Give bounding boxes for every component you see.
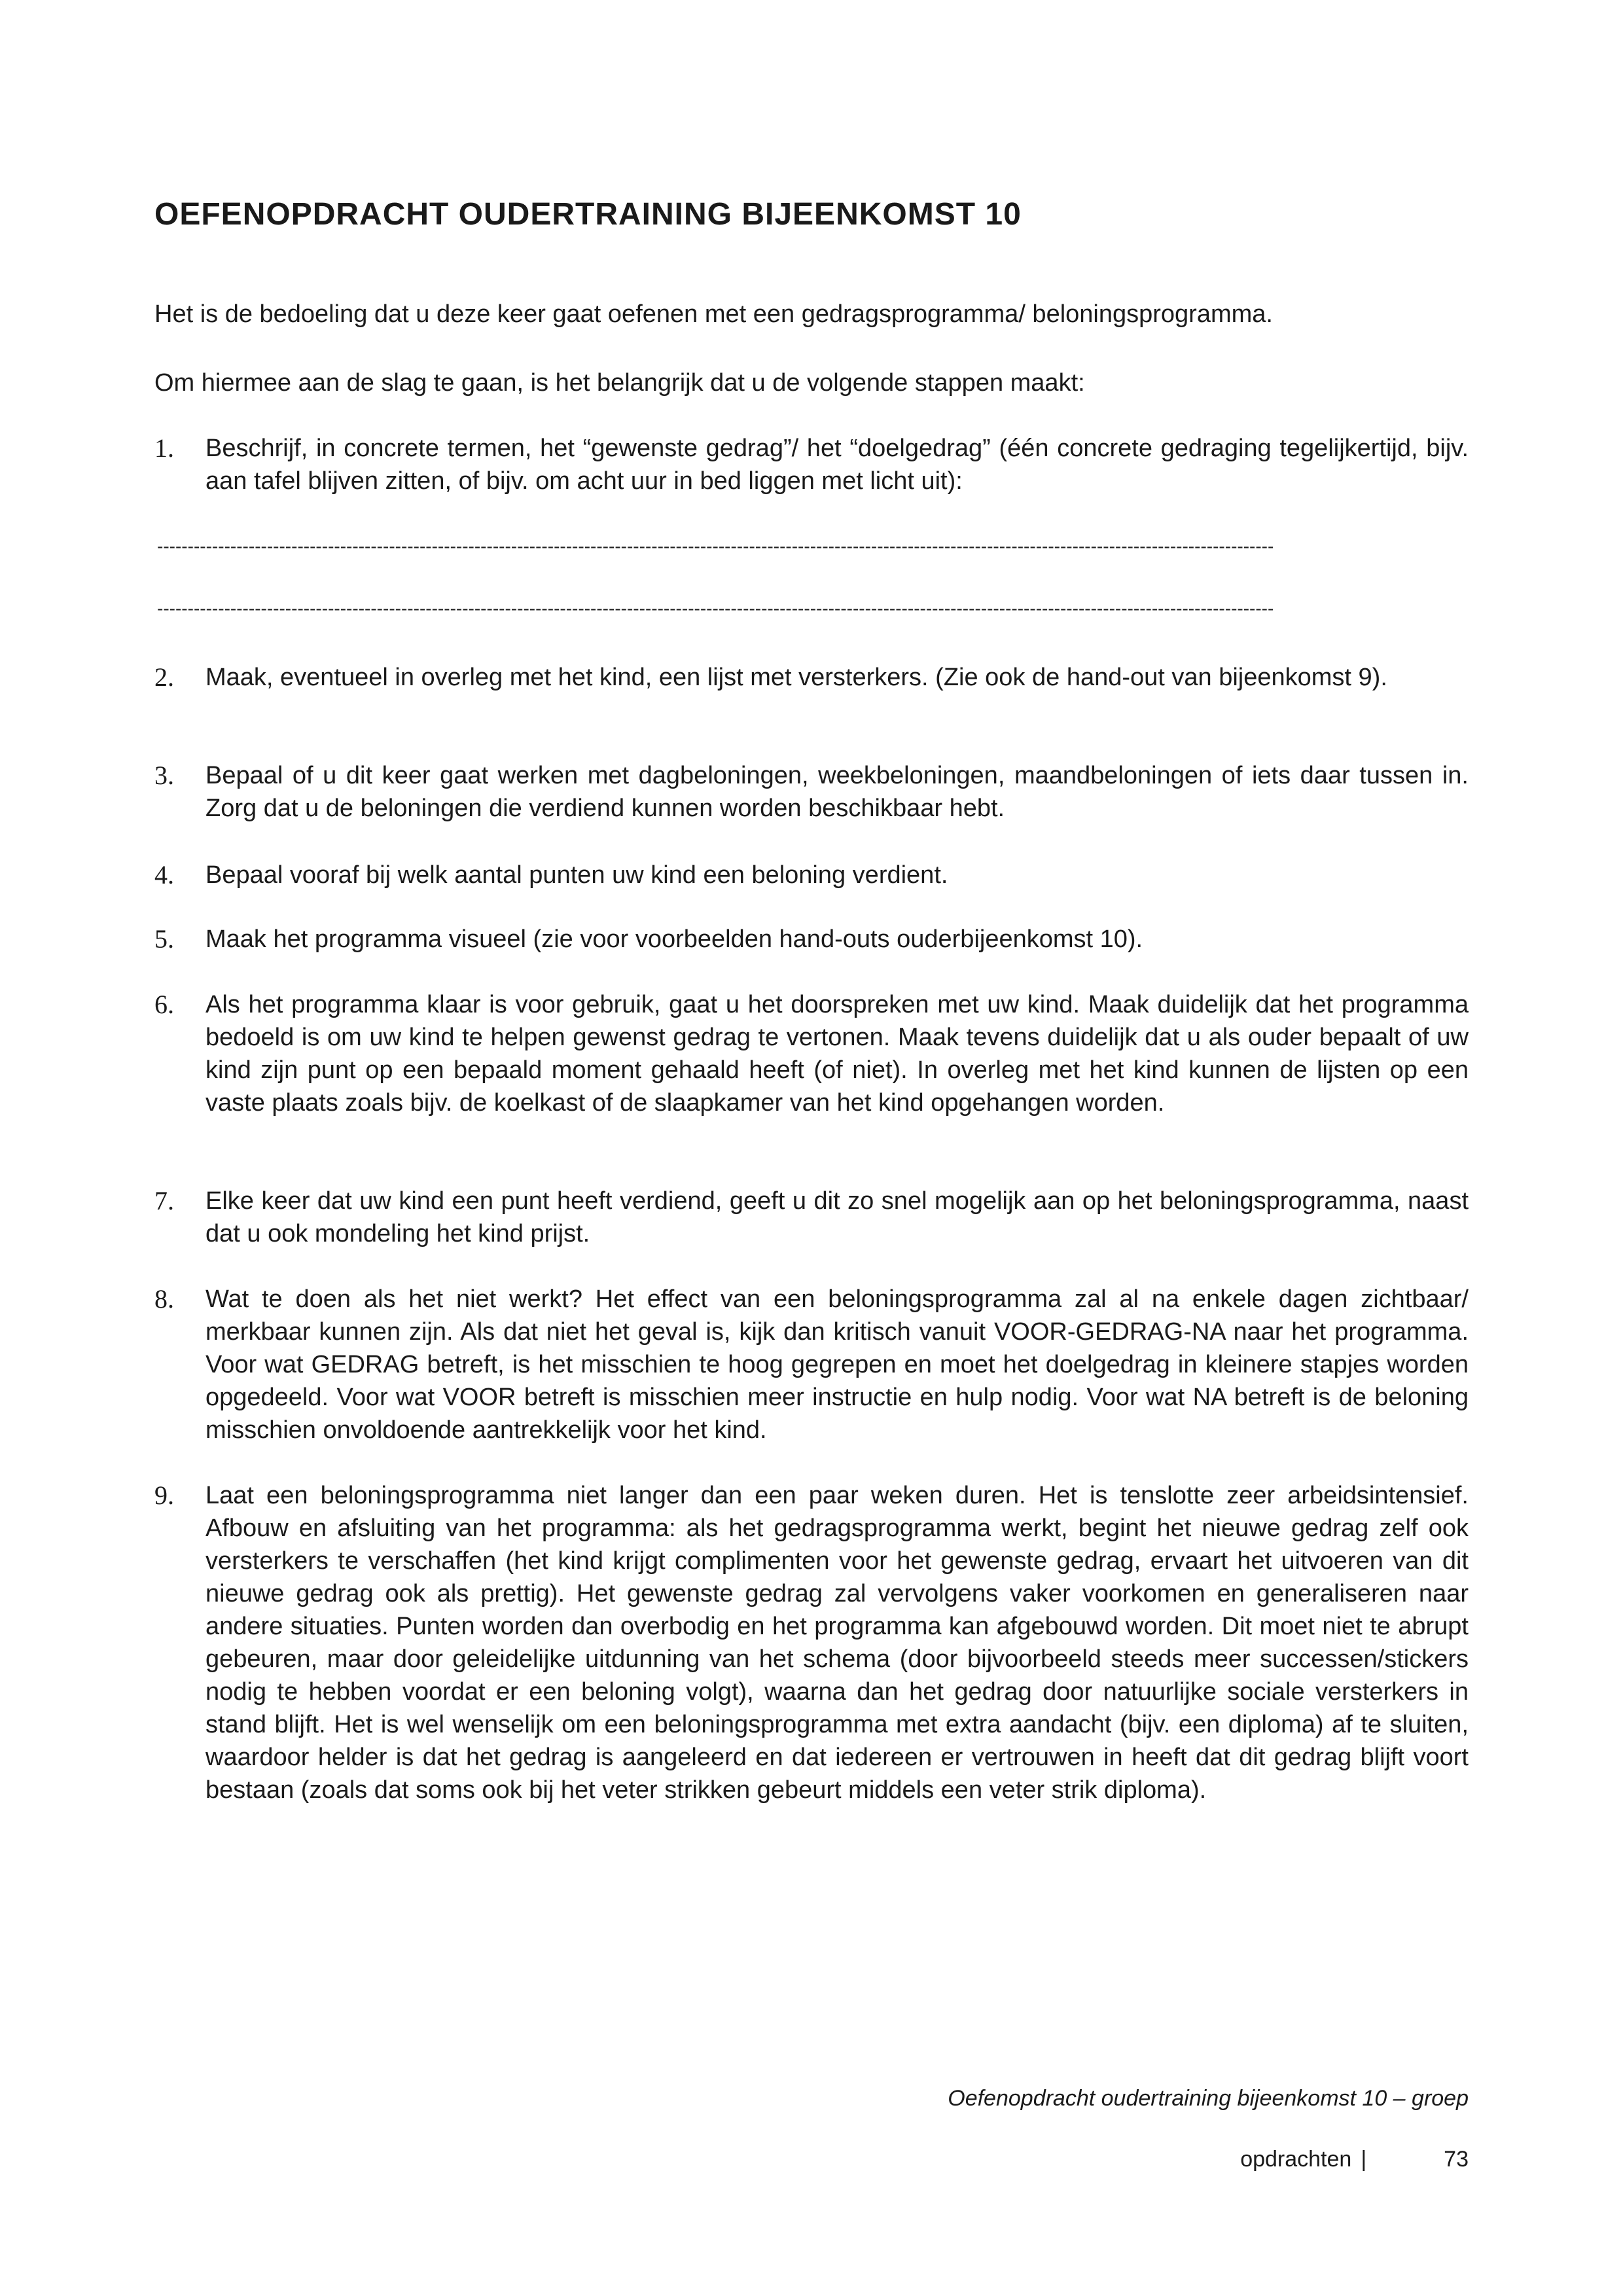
list-item-text: Wat te doen als het niet werkt? Het effect van een beloningsprogramma zal al na enkele dagen zichtbaar/ merkbaar kunnen zijn. Als dat niet het geval is, kijk dan kritisch vanuit VOOR-GEDRAG-NA naar het programma. Voor wat GEDRAG betreft, is het misschien te hoog gegrepen en moet het doelgedrag in kleinere stapjes worden opgedeeld. Voor wat VOOR betreft is misschien meer instructie en hulp nodig. Voor wat NA betreft is de beloning misschien onvoldoende aantrekkelijk voor het kind. [205, 1285, 1469, 1444]
page-number: 73 [1444, 2147, 1469, 2172]
list-item-text: Als het programma klaar is voor gebruik, gaat u het doorspreken met uw kind. Maak duidelijk dat het programma bedoeld is om uw kind te helpen gewenst gedrag te vertonen. Maak tevens duidelijk dat u als ouder bepaalt of uw kind zijn punt op een bepaald moment gehaald heeft (of niet). In overleg met het kind kunnen de lijsten op een vaste plaats zoals bijv. de koelkast of de slaapkamer van het kind opgehangen worden. [205, 991, 1469, 1117]
footer-separator: | [1361, 2147, 1367, 2172]
footer-title: Oefenopdracht oudertraining bijeenkomst 10 – groep [948, 2086, 1469, 2111]
list-item-number: 1. [154, 433, 174, 463]
list-item-2 [154, 661, 1469, 694]
list-item-3 [154, 759, 1469, 825]
list-item-5 [154, 923, 1469, 956]
list-item-8 [154, 1283, 1469, 1446]
list-item-text: Maak het programma visueel (zie voor voorbeelden hand-outs ouderbijeenkomst 10). [205, 925, 1143, 953]
list-item-number: 5. [154, 924, 174, 954]
list-item-number: 6. [154, 990, 174, 1019]
list-item-7 [154, 1185, 1469, 1250]
footer-section: opdrachten [1240, 2147, 1352, 2172]
list-item-number: 8. [154, 1284, 174, 1314]
list-item-6 [154, 988, 1469, 1119]
list-item-number: 4. [154, 860, 174, 889]
list-item-4 [154, 859, 1469, 891]
answer-line-1: --------------------------------------------------------------------------------------------------------------------------------------------------------------------------------------- [157, 537, 1274, 556]
answer-line-2: --------------------------------------------------------------------------------------------------------------------------------------------------------------------------------------- [157, 599, 1274, 619]
list-item-text: Bepaal of u dit keer gaat werken met dagbeloningen, weekbeloningen, maandbeloningen of iets daar tussen in. Zorg dat u de beloningen die verdiend kunnen worden beschikbaar hebt. [205, 762, 1469, 822]
document-page [154, 0, 1469, 2296]
footer-page-info [1240, 2147, 1469, 2172]
list-item-number: 9. [154, 1480, 174, 1510]
list-item-text: Beschrijf, in concrete termen, het “gewenste gedrag”/ het “doelgedrag” (één concrete gedraging tegelijkertijd, bijv. aan tafel blijven zitten, of bijv. om acht uur in bed liggen met licht uit): [205, 435, 1469, 495]
list-item-text: Laat een beloningsprogramma niet langer dan een paar weken duren. Het is tenslotte zeer arbeidsintensief. Afbouw en afsluiting van het programma: als het gedragsprogramma werkt, begint het nieuwe gedrag zelf ook versterkers te verschaffen (het kind krijgt complimenten voor het gewenste gedrag, ervaart het uitvoeren van dit nieuwe gedrag ook als prettig). Het gewenste gedrag zal vervolgens vaker voorkomen en generaliseren naar andere situaties. Punten worden dan overbodig en het programma kan afgebouwd worden. Dit moet niet te abrupt gebeuren, maar door geleidelijke uitdunning van het schema (door bijvoorbeeld steeds meer successen/stickers nodig te hebben voordat er een beloning volgt), waarna dan het gedrag door natuurlijke sociale versterkers in stand blijft. Het is wel wenselijk om een beloningsprogramma met extra aandacht (bijv. een diploma) af te sluiten, waardoor helder is dat het gedrag is aangeleerd en dat iedereen er vertrouwen in heeft dat dit gedrag blijft voort bestaan (zoals dat soms ook bij het veter strikken gebeurt middels een veter strik diploma). [205, 1482, 1469, 1804]
page-title: OEFENOPDRACHT OUDERTRAINING BIJEENKOMST 10 [154, 197, 1022, 232]
list-item-number: 7. [154, 1186, 174, 1215]
list-item-text: Bepaal vooraf bij welk aantal punten uw kind een beloning verdient. [205, 861, 948, 889]
list-item-text: Elke keer dat uw kind een punt heeft verdiend, geeft u dit zo snel mogelijk aan op het beloningsprogramma, naast dat u ook mondeling het kind prijst. [205, 1187, 1469, 1247]
list-item-1 [154, 432, 1469, 497]
list-item-text: Maak, eventueel in overleg met het kind, een lijst met versterkers. (Zie ook de hand-out van bijeenkomst 9). [205, 664, 1387, 691]
list-item-number: 2. [154, 662, 174, 692]
list-item-number: 3. [154, 761, 174, 790]
intro-paragraph-2: Om hiermee aan de slag te gaan, is het belangrijk dat u de volgende stappen maakt: [154, 369, 1085, 397]
list-item-9 [154, 1479, 1469, 1806]
intro-paragraph-1: Het is de bedoeling dat u deze keer gaat oefenen met een gedragsprogramma/ beloningsprogramma. [154, 300, 1273, 328]
